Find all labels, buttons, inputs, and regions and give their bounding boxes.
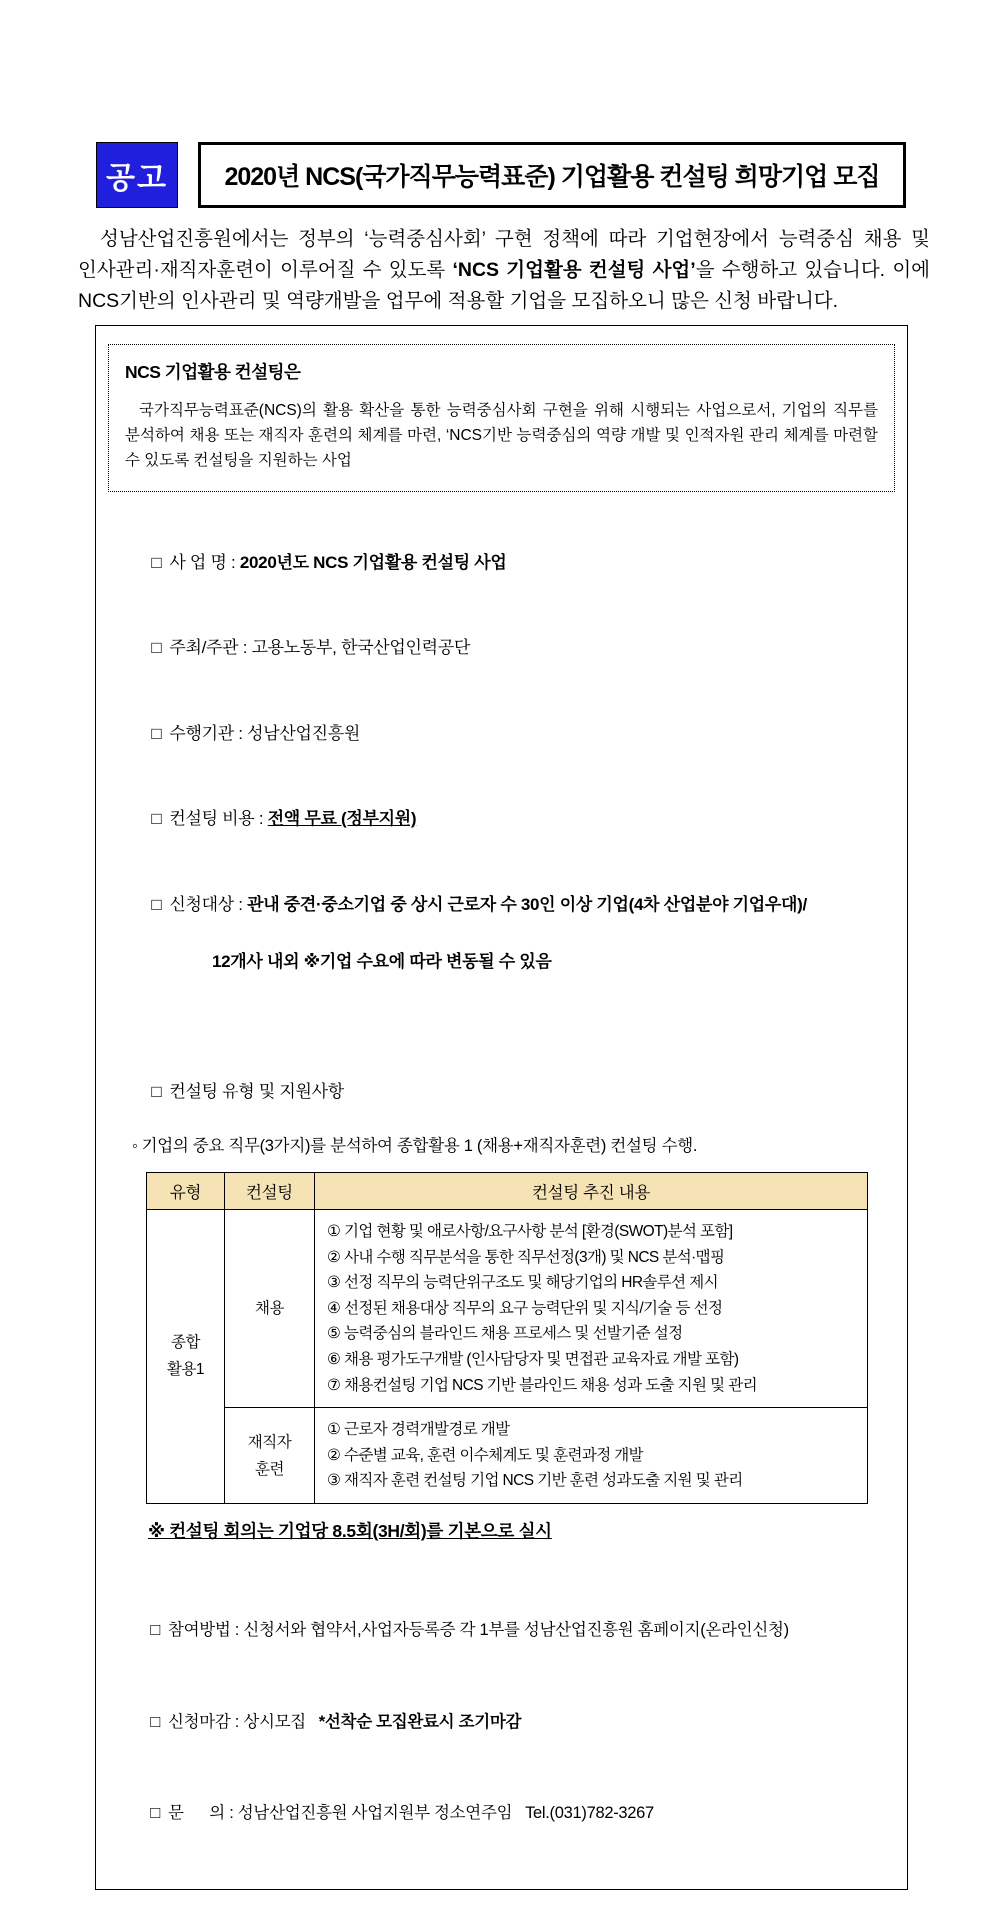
detail-item-business-name [116,520,895,606]
consulting-heading-text: 컨설팅 유형 및 지원사항 [169,1082,344,1101]
application-info-list [116,1585,895,1860]
footer-separator: : [230,1621,244,1640]
checkbox-icon: □ [151,809,162,828]
type-line: 활용1 [166,1361,205,1379]
content-item: ③ 선정 직무의 능력단위구조도 및 해당기업의 HR솔루션 제시 [327,1274,719,1292]
content-item: ② 수준별 교육, 훈련 이수체계도 및 훈련과정 개발 [327,1446,644,1464]
table-row-incumbent-training [147,1408,868,1504]
detail-value: 관내 중견·중소기업 중 상시 근로자 수 30인 이상 기업(4차 산업분야 기업우대)/ [247,894,807,914]
detail-separator: : [238,638,252,657]
detail-value-continued: 12개사 내외 ※기업 수요에 따라 변동될 수 있음 [212,951,552,971]
footer-value: 상시모집 [243,1712,319,1731]
detail-separator: : [226,552,240,572]
consulting-table [146,1172,868,1504]
circle-bullet-icon: ◦ [132,1137,138,1155]
footer-separator: : [230,1712,244,1731]
summary-body: 국가직무능력표준(NCS)의 활용 확산을 통한 능력중심사회 구현을 위해 시행되는 사업으로서, 기업의 직무를 분석하여 채용 또는 재직자 훈련의 체계를 마련, ‘NCS기반 능력중심의 역량 개발 및 인적자원 관리 체계를 마련할 수 있도록 컨설팅을 지원하는 사업 [125,402,878,469]
main-content-box [95,325,908,1890]
checkbox-icon: □ [151,723,162,743]
detail-label: 컨설팅 비용 [169,809,255,828]
intro-paragraph [78,224,930,317]
consulting-subline [132,1132,895,1156]
footer-item-how-to-apply [116,1585,895,1677]
checkbox-icon: □ [150,1804,160,1823]
footer-label: 신청마감 [167,1712,231,1731]
detail-label: 신청대상 [169,894,234,914]
content-item: ① 기업 현황 및 애로사항/요구사항 분석 [환경(SWOT)분석 포함] [327,1223,733,1240]
footer-separator: : [224,1804,238,1823]
footer-value: 신청서와 협약서,사업자등록증 각 1부를 성남산업진흥원 홈페이지(온라인신청) [243,1621,789,1640]
detail-item-target [116,862,895,1033]
page-title: 2020년 NCS(국가직무능력표준) 기업활용 컨설팅 희망기업 모집 [198,142,906,208]
table-cell-content [315,1408,868,1504]
detail-value: 성남산업진흥원 [247,723,360,743]
detail-item-cost [116,777,895,863]
program-summary-box [108,344,895,492]
footer-label: 참여방법 [167,1621,231,1640]
footer-item-deadline [116,1676,895,1768]
consulting-line: 재직자 [247,1433,292,1451]
type-line: 종합 [171,1334,200,1352]
consulting-note-text: ※ 컨설팅 회의는 기업당 8.5회(3H/회)를 기본으로 실시 [148,1520,552,1541]
detail-value: 전액 무료 (정부지원) [267,809,417,828]
checkbox-icon: □ [151,894,162,914]
program-details-list [116,520,895,1033]
checkbox-icon: □ [151,1082,162,1101]
consulting-section [116,1057,895,1543]
table-cell-consulting [225,1408,315,1504]
detail-label: 주최/주관 [169,638,239,657]
checkbox-icon: □ [150,1621,160,1640]
header [96,142,906,208]
detail-separator: : [233,894,248,914]
detail-value: 고용노동부, 한국산업인력공단 [251,638,470,657]
footer-value: 성남산업진흥원 사업지원부 정소연주임 Tel.(031)782-3267 [237,1804,654,1823]
footer-item-contact [116,1768,895,1860]
footer-label: 문 의 [167,1804,225,1823]
intro-text-bold: ‘NCS 기업활용 컨설팅 사업’ [452,259,696,281]
table-row-recruitment [147,1210,868,1408]
consulting-heading [116,1057,895,1122]
table-header-consulting: 컨설팅 [225,1173,315,1210]
checkbox-icon: □ [150,1712,160,1731]
intro-text-post: 을 수행하고 있습니다. 이에 NCS기반의 인사관리 및 역량개발을 업무에 적용할 기업을 모집하오니 많은 신청 바랍니다. [78,259,930,312]
detail-separator: : [254,809,268,828]
content-item: ① 근로자 경력개발경로 개발 [327,1421,510,1439]
detail-label: 수행기관 [169,723,234,743]
consulting-note [148,1518,895,1543]
detail-item-operator [116,691,895,777]
table-header-content: 컨설팅 추진 내용 [315,1173,868,1210]
footer-value-bold: *선착순 모집완료시 조기마감 [318,1712,522,1731]
content-item: ② 사내 수행 직무분석을 통한 직무선정(3개) 및 NCS 분석·맵핑 [327,1248,725,1266]
intro-text-pre: 성남산업진흥원에서는 정부의 ‘능력중심사회’ 구현 정책에 따라 기업현장에서 능력중심 채용 및 인사관리·재직자훈련이 이루어질 수 있도록 [78,228,930,281]
table-cell-content [315,1210,868,1408]
table-cell-consulting: 채용 [225,1210,315,1408]
table-cell-type [147,1210,225,1504]
detail-separator: : [233,723,248,743]
detail-item-host [116,606,895,692]
consulting-subline-text: 기업의 중요 직무(3가지)를 분석하여 종합활용 1 (채용+재직자훈련) 컨설팅 수행. [141,1137,698,1155]
content-item: ⑦ 채용컨설팅 기업 NCS 기반 블라인드 채용 성과 도출 지원 및 관리 [327,1376,757,1394]
detail-value: 2020년도 NCS 기업활용 컨설팅 사업 [239,552,507,572]
detail-label: 사 업 명 [169,552,227,572]
content-item: ⑥ 채용 평가도구개발 (인사담당자 및 면접관 교육자료 개발 포함) [327,1350,739,1368]
table-header-type: 유형 [147,1173,225,1210]
notice-badge: 공고 [96,142,178,208]
checkbox-icon: □ [151,638,162,657]
consulting-line: 훈련 [255,1460,284,1478]
content-item: ④ 선정된 채용대상 직무의 요구 능력단위 및 지식/기술 등 선정 [327,1299,723,1317]
checkbox-icon: □ [151,552,162,572]
table-header-row [147,1173,868,1210]
content-item: ⑤ 능력중심의 블라인드 채용 프로세스 및 선발기준 설정 [327,1325,683,1343]
content-item: ③ 재직자 훈련 컨설팅 기업 NCS 기반 훈련 성과도출 지원 및 관리 [327,1472,743,1490]
summary-title: NCS 기업활용 컨설팅은 [125,362,301,382]
